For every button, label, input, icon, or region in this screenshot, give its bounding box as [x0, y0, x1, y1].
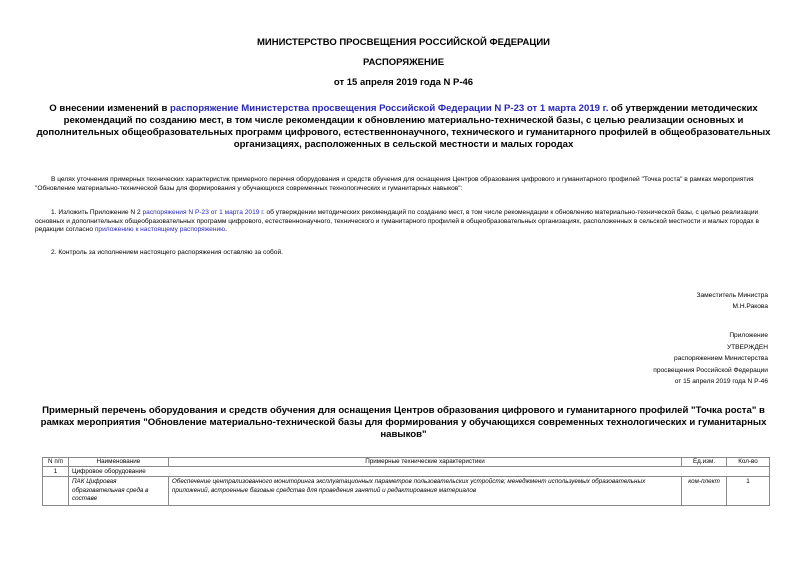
cell-group-name: Цифровое оборудование	[68, 467, 769, 477]
item-1-text-2: об утверждении методических рекомендаций по созданию мест, в том числе рекомендации к обновлению материально-технической базы, с целью реализации основных и дополнительных общеобразовательных программ цифрового, естественнонаучного, технического и гуманитарного профилей в общеобразовательных организациях, расположенных в сельской местности и малых городах в редакции согласно	[35, 209, 760, 234]
col-header-qty: Кол-во	[727, 458, 770, 467]
list-title: Примерный перечень оборудования и средств обучения для оснащения Центров образования цифрового и гуманитарного профилей "Точка роста" в рамках мероприятия "Обновление материально-технической базы для формирования у обучающихся современных технологических и гуманитарных навыков"	[40, 405, 767, 440]
item-1-text-3: .	[225, 226, 227, 234]
intro-paragraph: В целях уточнения примерных технических характеристик примерного перечня оборудования и средств обучения для оснащения Центров образования цифрового и гуманитарного профилей "Точка роста" в рамках мероприятия "Обновление материально-технической базы для формирования у обучающихся современных технологических и гуманитарных навыков":	[35, 176, 754, 192]
document-heading	[30, 103, 777, 151]
item-1-text-1: 1. Изложить Приложение N 2	[51, 209, 143, 216]
table-row	[43, 467, 770, 477]
cell-number: 1	[43, 467, 69, 477]
document-date: от 15 апреля 2019 года N Р-46	[333, 77, 474, 88]
col-header-spec: Примерные технические характеристики	[168, 458, 681, 467]
signature-block	[696, 291, 768, 312]
item-1-link-appendix[interactable]: приложению к настоящему распоряжению	[94, 226, 226, 234]
heading-link[interactable]: распоряжение Министерства просвещения Российской Федерации N Р-23 от 1 марта 2019 г.	[170, 103, 609, 114]
col-header-name: Наименование	[68, 458, 168, 467]
heading-part-1: О внесении изменений в	[49, 103, 171, 114]
table-header-row	[43, 458, 770, 467]
signature-name: М.Н.Ракова	[732, 302, 768, 310]
cell-qty: 1	[727, 477, 770, 506]
document-type: РАСПОРЯЖЕНИЕ	[362, 57, 445, 68]
item-1-paragraph	[35, 209, 770, 235]
appendix-line: УТВЕРЖДЕН	[726, 343, 768, 351]
appendix-line: Приложение	[729, 332, 768, 339]
cell-number	[43, 477, 69, 506]
table-row	[43, 477, 770, 506]
heading-part-2: об утверждении методических рекомендаций по созданию мест, в том числе рекомендации к обновлению материально-технической базы, с целью реализации основных и дополнительных общеобразовательных программ цифрового, естественнонаучного, технического и гуманитарного профилей в общеобразовательных организациях, расположенных в сельской местности и малых городах	[36, 103, 771, 150]
appendix-block	[653, 330, 768, 388]
equipment-table	[42, 457, 770, 506]
ministry-name: МИНИСТЕРСТВО ПРОСВЕЩЕНИЯ РОССИЙСКОЙ ФЕДЕРАЦИИ	[256, 37, 551, 48]
appendix-line: от 15 апреля 2019 года N Р-46	[674, 378, 768, 385]
col-header-unit: Ед.изм.	[682, 458, 727, 467]
appendix-line: распоряжением Министерства	[674, 355, 768, 362]
cell-name: ПАК Цифровая образовательная среда в составе	[68, 477, 168, 506]
cell-spec: Обеспечение централизованного мониторинга эксплуатационных параметров пользовательских устройств; менеджмент используемых образовательных приложений, встроенные базовые средства для проведения занятий и редактирования материалов	[168, 477, 681, 506]
item-1-link-order[interactable]: распоряжения N Р-23 от 1 марта 2019 г.	[142, 209, 265, 216]
item-2-paragraph: 2. Контроль за исполнением настоящего распоряжения оставляю за собой.	[51, 249, 283, 256]
signature-position: Заместитель Министра	[696, 292, 768, 299]
col-header-number: N п/п	[43, 458, 69, 467]
appendix-line: просвещения Российской Федерации	[653, 366, 768, 374]
cell-unit: ком-плект	[682, 477, 727, 506]
